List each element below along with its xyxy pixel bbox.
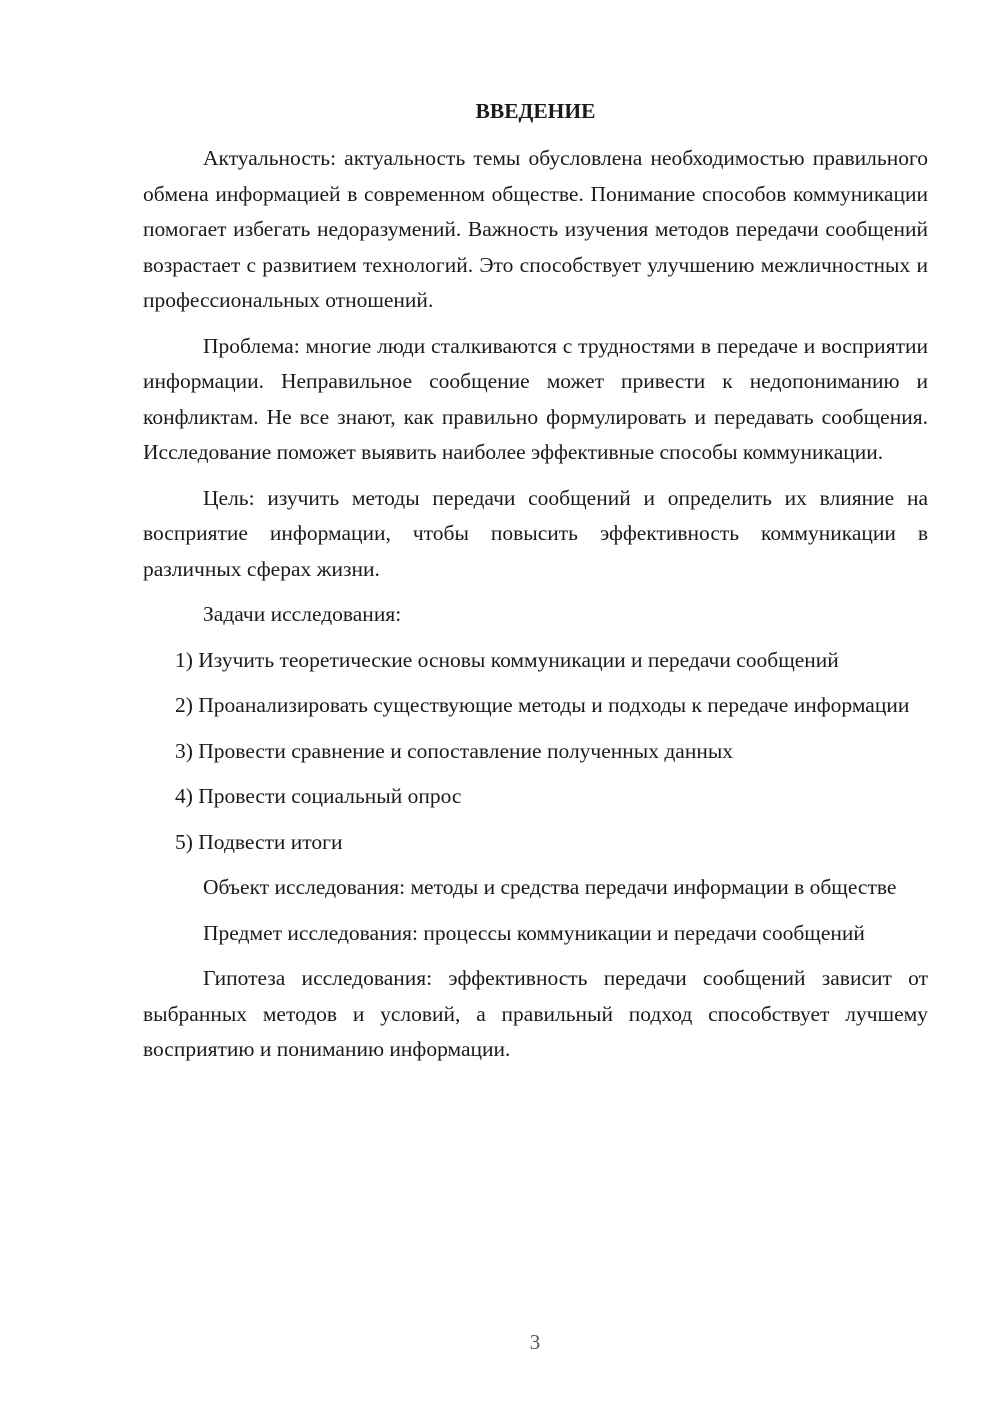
paragraph-hypothesis: Гипотеза исследования: эффективность передачи сообщений зависит от выбранных методов и условий, а правильный подход способствует лучшему восприятию и пониманию информации. — [143, 966, 928, 1061]
task-item: 5) Подвести итоги — [175, 829, 343, 854]
paragraph-problem: Проблема: многие люди сталкиваются с трудностями в передаче и восприятии информации. Неправильное сообщение может привести к недопониманию и конфликтам. Не все знают, как правильно формулировать и передавать сообщения. Исследование поможет выявить наиболее эффективные способы коммуникации. — [143, 333, 928, 464]
task-item: 1) Изучить теоретические основы коммуникации и передачи сообщений — [175, 647, 839, 672]
task-item: 4) Провести социальный опрос — [175, 784, 462, 808]
tasks-list — [143, 643, 928, 861]
paragraph-relevance: Актуальность: актуальность темы обусловлена необходимостью правильного обмена информацией в современном обществе. Понимание способов коммуникации помогает избегать недоразумений. Важность изучения методов передачи сообщений возрастает с развитием технологий. Это способствует улучшению межличностных и профессиональных отношений. — [143, 146, 928, 312]
section-title: ВВЕДЕНИЕ — [475, 99, 596, 123]
paragraph-subject: Предмет исследования: процессы коммуникации и передачи сообщений — [203, 920, 865, 945]
page-content — [143, 94, 928, 1078]
page-number: 3 — [529, 1330, 541, 1354]
tasks-label: Задачи исследования: — [203, 602, 402, 626]
paragraph-object: Объект исследования: методы и средства передачи информации в обществе — [203, 875, 897, 899]
paragraph-goal: Цель: изучить методы передачи сообщений и определить их влияние на восприятие информации, чтобы повысить эффективность коммуникации в различных сферах жизни. — [143, 485, 928, 581]
task-item: 2) Проанализировать существующие методы и подходы к передаче информации — [175, 693, 910, 717]
task-item: 3) Провести сравнение и сопоставление полученных данных — [175, 738, 734, 763]
